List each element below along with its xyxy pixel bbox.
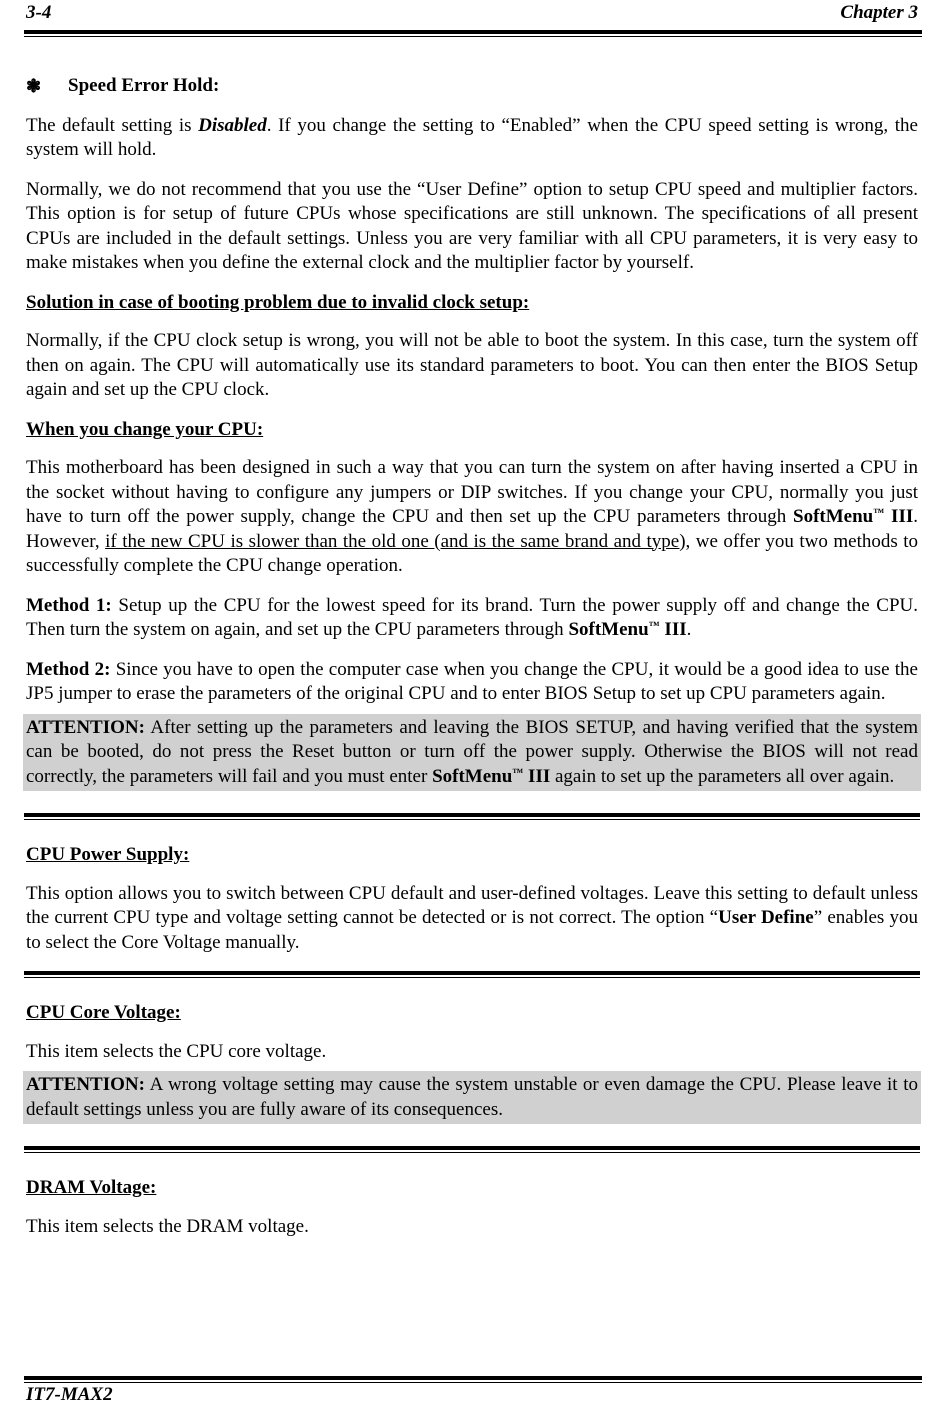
speed-error-title: Speed Error Hold: — [68, 75, 220, 96]
footer-rule — [24, 1376, 922, 1380]
section-divider — [24, 813, 920, 825]
attention-box-1: ATTENTION: After setting up the parameters and leaving the BIOS SETUP, and having verified that the system can be booted, do not press the Reset button or turn off the power supply. Otherwise the BIOS will not read correctly, the parameters will fail and you must enter SoftMenu™ III again to set up the parameters all over again. — [23, 714, 921, 792]
asterisk-bullet-icon: ❃ — [26, 76, 42, 96]
change-cpu-title: When you change your CPU: — [26, 418, 264, 440]
change-cpu-paragraph: This motherboard has been designed in such a way that you can turn the system on after having inserted a CPU in the socket without having to configure any jumpers or DIP switches. If you change your CPU, normally you just have to turn off the power supply, change the CPU and then set up the CPU parameters through SoftMenu™ III. However, if the new CPU is slower than the old one (and is the same brand and type), we offer you two methods to successfully complete the CPU change operation. — [26, 457, 919, 576]
attention-box-2: ATTENTION: A wrong voltage setting may cause the system unstable or even damage the CPU. Please leave it to default settings unless you are fully aware of its consequences. — [23, 1071, 921, 1124]
power-supply-paragraph: This option allows you to switch between CPU default and user-defined voltages. Leave this setting to default unless the current CPU type and voltage setting cannot be detected or is not correct. The option “User Define” enables you to select the Core Voltage manually. — [26, 882, 918, 953]
page-body — [26, 70, 918, 1254]
section-divider — [24, 1146, 920, 1158]
solution-paragraph: Normally, if the CPU clock setup is wrong, you will not be able to boot the system. In this case, turn the system off then on again. The CPU will automatically use its standard parameters to boot. You can then enter the BIOS Setup again and set up the CPU clock. — [26, 330, 918, 400]
power-supply-title: CPU Power Supply: — [26, 844, 190, 865]
core-voltage-paragraph: This item selects the CPU core voltage. — [26, 1040, 327, 1062]
method-2-paragraph: Method 2: Since you have to open the computer case when you change the CPU, it would be a good idea to use the JP5 jumper to erase the parameters of the original CPU and to enter BIOS Setup to set up CPU parameters again. — [26, 658, 918, 704]
page-header — [26, 2, 918, 28]
speed-error-paragraph-2: Normally, we do not recommend that you use the “User Define” option to setup CPU speed and multiplier factors. This option is for setup of future CPUs whose specifications are still unknown. The specifications of all present CPUs are included in the default settings. Unless you are very familiar with all CPU parameters, it is very easy to make mistakes when you define the external clock and the multiplier factor by yourself. — [26, 178, 918, 273]
slower-cpu-note: if the new CPU is slower than the old one (and is the same brand and type) — [105, 530, 686, 552]
section-divider — [24, 971, 920, 983]
chapter-label: Chapter 3 — [840, 2, 918, 23]
page-number: 3-4 — [26, 2, 52, 23]
footer-model: IT7-MAX2 — [26, 1384, 113, 1405]
header-rule — [24, 30, 922, 34]
dram-voltage-title: DRAM Voltage: — [26, 1177, 157, 1198]
dram-voltage-paragraph: This item selects the DRAM voltage. — [26, 1215, 309, 1237]
method-1-paragraph: Method 1: Setup up the CPU for the lowest speed for its brand. Turn the power supply off and change the CPU. Then turn the system on again, and set up the CPU parameters through SoftMenu™ III. — [26, 594, 918, 640]
solution-title: Solution in case of booting problem due to invalid clock setup: — [26, 291, 530, 313]
speed-error-paragraph-1: The default setting is Disabled. If you change the setting to “Enabled” when the CPU speed setting is wrong, the system will hold. — [26, 114, 918, 160]
speed-error-heading — [26, 74, 918, 99]
core-voltage-title: CPU Core Voltage: — [26, 1002, 181, 1023]
